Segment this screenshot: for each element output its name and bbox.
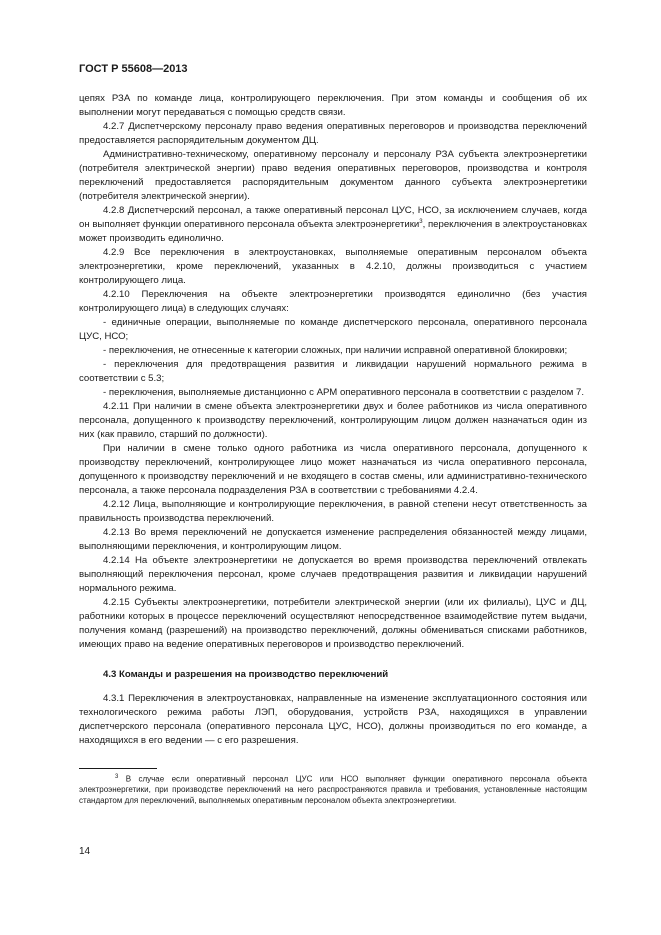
list-item: - переключения для предотвращения развития и ликвидации нарушений нормального режима в соответствии с 5.3; [79, 359, 587, 384]
footnote-text: В случае если оперативный персонал ЦУС или НСО выполняет функции оперативного персонала объекта электроэнергетики, при производстве переключений на него распространяются правила и требования, установленные настоящим стандартом для переключений, выполняемых оперативным персоналом объекта электроэнергетики. [79, 774, 587, 805]
paragraph-4-2-8-text: 4.2.8 Диспетчерский персонал, а также оперативный персонал ЦУС, НСО, за исключением случаев, когда он выполняет функции оперативного персонала объекта электроэнергетики [79, 205, 587, 230]
paragraph-admin-personnel: Административно-техническому, оперативному персоналу и персоналу РЗА субъекта электроэнергетики (потребителя электрической энергии) право ведения оперативных переговоров, производства и контроля переключений предоставляется распорядительным документом данного субъекта электроэнергетики (потребителя электрической энергии). [79, 149, 587, 202]
paragraph-4-2-11: 4.2.11 При наличии в смене объекта электроэнергетики двух и более работников из числа оперативного персонала, допущенного к производству переключений, контролирующим лицом должен назначаться один из них (как правило, старший по должности). [79, 401, 587, 440]
paragraph-4-2-8-text-end: , переключения в электроустановках может производить единолично. [79, 219, 587, 244]
paragraph-4-2-8 [79, 204, 587, 246]
paragraph-continuation: цепях РЗА по команде лица, контролирующего переключения. При этом команды и сообщения об их выполнении могут передаваться с помощью средств связи. [79, 93, 587, 118]
list-item: - переключения, не отнесенные к категории сложных, при наличии исправной оперативной блокировки; [103, 345, 568, 356]
footnote [79, 772, 587, 806]
footnote-divider [79, 768, 157, 769]
footnote-mark: 3 [115, 774, 119, 780]
list-item: - единичные операции, выполняемые по команде диспетчерского персонала, оперативного персонала ЦУС, НСО; [79, 317, 587, 342]
paragraph-4-3-1: 4.3.1 Переключения в электроустановках, направленные на изменение эксплуатационного состояния или технологического режима работы ЛЭП, оборудования, устройств РЗА, находящихся в управлении диспетчерского персонала (оперативного персонала ЦУС, НСО), должны производиться по его команде, а находящихся в его ведении — с его разрешения. [79, 693, 587, 746]
document-header: ГОСТ Р 55608—2013 [79, 63, 188, 75]
paragraph-4-2-12: 4.2.12 Лица, выполняющие и контролирующие переключения, в равной степени несут ответственность за правильность производства переключений. [79, 499, 587, 524]
page-number: 14 [79, 846, 91, 857]
section-heading: 4.3 Команды и разрешения на производство переключений [103, 669, 389, 680]
list-item: - переключения, выполняемые дистанционно с АРМ оперативного персонала в соответствии с разделом 7. [103, 387, 585, 398]
paragraph-4-2-14: 4.2.14 На объекте электроэнергетики не допускается во время производства переключений отвлекать выполняющий переключения персонал, кроме случаев предотвращения развития и ликвидации нарушений нормального режима. [79, 555, 587, 594]
paragraph-single-worker: При наличии в смене только одного работника из числа оперативного персонала, допущенного к производству переключений, контролирующее лицо может назначаться из числа оперативного персонала, допущенного к производству переключений и не входящего в состав смены, или административно-технического персонала, а также персонала подразделения РЗА в соответствии с требованиями 4.2.4. [79, 443, 587, 496]
footnote-reference: 3 [419, 218, 423, 225]
paragraph-4-2-9: 4.2.9 Все переключения в электроустановках, выполняемые оперативным персоналом объекта электроэнергетики, кроме переключений, указанных в 4.2.10, должны производиться с участием контролирующего лица. [79, 247, 587, 286]
page-body [79, 92, 587, 748]
paragraph-4-2-13: 4.2.13 Во время переключений не допускается изменение распределения обязанностей между лицами, выполняющими переключения, и контролирующим лицом. [79, 527, 587, 552]
paragraph-4-2-15: 4.2.15 Субъекты электроэнергетики, потребители электрической энергии (или их филиалы), ЦУС и ДЦ, работники которых в процессе переключений осуществляют непосредственное взаимодействие путем выдачи, получения команд (разрешений) на производство переключений, должны обмениваться списками работников, имеющих право на ведение оперативных переговоров и производство переключений. [79, 597, 587, 650]
paragraph-4-2-10: 4.2.10 Переключения на объекте электроэнергетики производятся единолично (без участия контролирующего лица) в следующих случаях: [79, 289, 587, 314]
paragraph-4-2-7: 4.2.7 Диспетчерскому персоналу право ведения оперативных переговоров и производства переключений предоставляется распорядительным документом ДЦ. [79, 121, 587, 146]
